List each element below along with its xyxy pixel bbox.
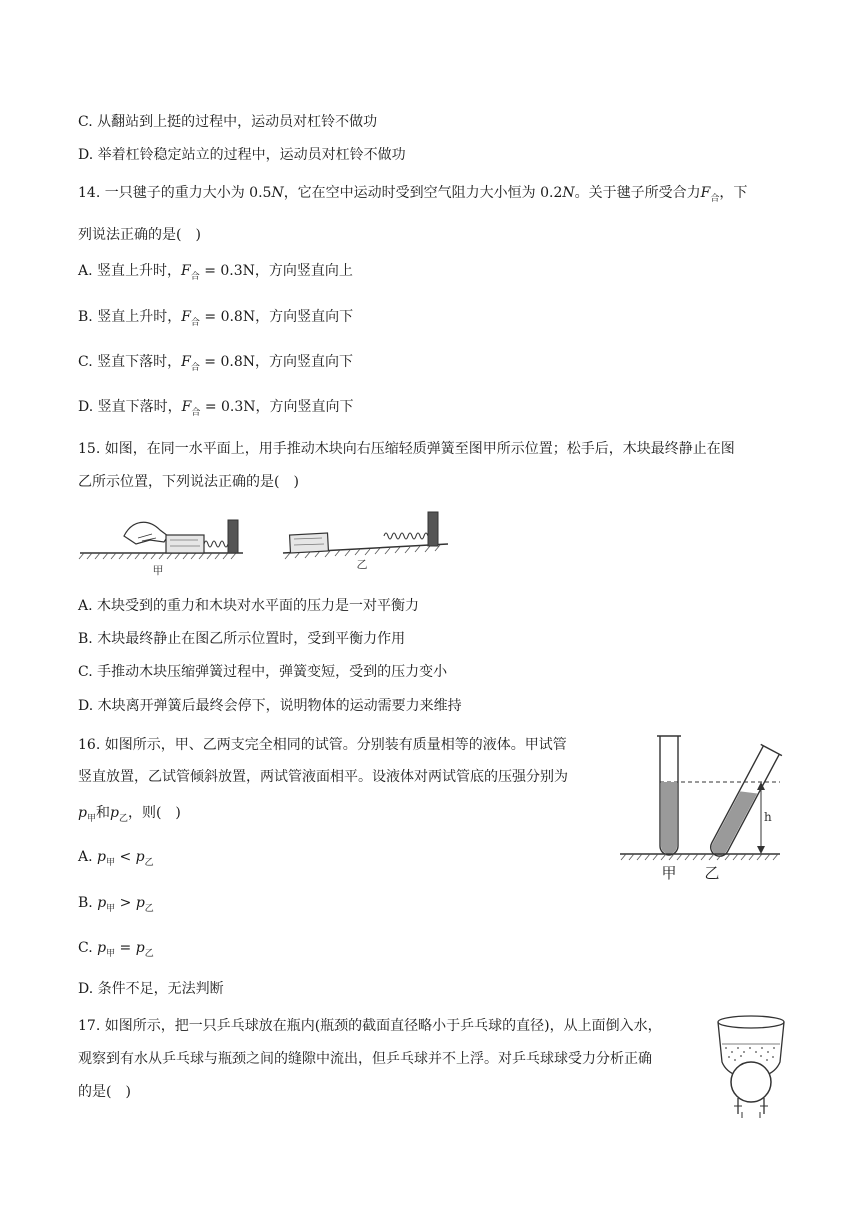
q15-stem-line1: 15. 如图，在同一水平面上，用手推动木块向右压缩轻质弹簧至图甲所示位置；松手后，木块最终静止在图 (78, 441, 735, 457)
f-symbol: F (181, 354, 191, 370)
q16-test-tube-figure (618, 730, 784, 885)
f-subscript: 合 (190, 318, 200, 328)
q15-option-d: D. 木块离开弹簧后最终会停下，说明物体的运动需要力来维持 (78, 698, 462, 714)
tube-label-yi: 乙 (704, 864, 720, 882)
p-symbol: p (135, 940, 145, 956)
p-symbol: p (109, 805, 119, 821)
water-dots (725, 1047, 775, 1061)
ping-pong-ball (731, 1062, 771, 1102)
f-subscript: 合 (191, 408, 201, 418)
q14-weight-unit: N (271, 185, 284, 201)
option-text: D. 竖直下落时， (78, 399, 182, 415)
figure-label-jia: 甲 (152, 564, 164, 577)
option-value: = 0.3N (200, 399, 256, 415)
p-subscript-yi: 乙 (144, 904, 154, 914)
q16-option-d: D. 条件不足，无法判断 (78, 981, 224, 997)
option-operator: > (115, 895, 136, 911)
q15-option-b: B. 木块最终静止在图乙所示位置时，受到平衡力作用 (78, 631, 406, 647)
option-value: = 0.3N (199, 263, 255, 279)
p-symbol: p (78, 805, 87, 821)
p-subscript-yi: 乙 (118, 814, 128, 824)
p-symbol: p (97, 849, 106, 865)
q13-option-c: C. 从翻站到上挺的过程中，运动员对杠铃不做功 (78, 114, 378, 130)
option-label: B. (78, 895, 98, 911)
option-operator: < (115, 849, 136, 865)
p-subscript-jia: 甲 (105, 858, 115, 868)
p-subscript-yi: 乙 (144, 949, 154, 959)
q14-drag-value: 0.2 (540, 185, 563, 201)
p-symbol: p (97, 940, 107, 956)
q16-stem-line2: 竖直放置，乙试管倾斜放置，两试管液面相平。设液体对两试管底的压强分别为 (78, 769, 568, 785)
figure-jia (79, 520, 243, 559)
option-text: C. 竖直下落时， (78, 354, 182, 370)
q14-stem-line2: 列说法正确的是( ) (78, 227, 201, 243)
q16-option-c (78, 938, 154, 960)
p-symbol: p (97, 895, 107, 911)
q17-stem-line2: 观察到有水从乒乓球与瓶颈之间的缝隙中流出，但乒乓球并不上浮。对乒乓球球受力分析正确 (78, 1051, 652, 1067)
q16-stem-line3 (78, 803, 181, 825)
p-subscript-yi: 乙 (144, 858, 154, 868)
q16-stem-line1: 16. 如图所示，甲、乙两支完全相同的试管。分别装有质量相等的液体。甲试管 (78, 737, 567, 753)
q17-stem-line3: 的是( ) (78, 1084, 131, 1100)
option-value: = 0.8N (199, 309, 256, 325)
q14-drag-unit: N (562, 185, 575, 201)
q14-f-subscript: 合 (710, 194, 720, 204)
q17-bottle-figure (712, 1010, 790, 1120)
q13-option-d: D. 举着杠铃稳定站立的过程中，运动员对杠铃不做功 (78, 147, 406, 163)
option-text: ，方向竖直向上 (254, 263, 353, 279)
q15-spring-figure (78, 508, 448, 578)
p-symbol: p (135, 895, 145, 911)
q15-option-c: C. 手推动木块压缩弹簧过程中，弹簧变短，受到的压力变小 (78, 664, 448, 680)
tube-label-jia: 甲 (661, 864, 677, 882)
p-subscript-jia: 甲 (86, 814, 96, 824)
option-text: ，方向竖直向下 (255, 399, 354, 415)
q16-option-a (78, 847, 154, 869)
q16-option-b (78, 893, 154, 915)
p-symbol: p (135, 849, 145, 865)
f-symbol: F (181, 399, 192, 415)
f-symbol: F (181, 263, 191, 279)
q15-option-a: A. 木块受到的重力和木块对水平面的压力是一对平衡力 (78, 598, 420, 614)
q14-stem-line1 (78, 183, 747, 205)
tube-yi (705, 744, 782, 860)
q14-option-b (78, 307, 353, 329)
height-label: h (764, 810, 772, 824)
q14-stem-text: ，它在空中运动时受到空气阻力大小恒为 (283, 185, 541, 201)
option-value: = 0.8N (199, 354, 256, 370)
f-subscript: 合 (190, 363, 200, 373)
connector-text: 和 (95, 805, 110, 821)
f-subscript: 合 (190, 272, 200, 282)
f-symbol: F (181, 309, 191, 325)
q15-stem-line2: 乙所示位置，下列说法正确的是( ) (78, 474, 299, 490)
q14-option-d (78, 397, 354, 419)
q14-option-a (78, 261, 353, 283)
option-label: A. (78, 849, 98, 865)
q14-option-c (78, 352, 353, 374)
q14-weight-value: 0.5 (249, 185, 272, 201)
option-label: C. (78, 940, 98, 956)
q14-stem-text: 。关于毽子所受合力 (574, 185, 701, 201)
q14-stem-text: ，下 (719, 185, 748, 201)
option-text: A. 竖直上升时， (78, 263, 182, 279)
p-subscript-jia: 甲 (106, 949, 116, 959)
q14-f-symbol: F (700, 185, 711, 201)
q14-stem-text: 14. 一只毽子的重力大小为 (78, 185, 250, 201)
stem-end: ，则( ) (127, 805, 181, 821)
figure-yi (283, 512, 448, 559)
option-text: ，方向竖直向下 (255, 354, 354, 370)
q17-stem-line1: 17. 如图所示，把一只乒乓球放在瓶内(瓶颈的截面直径略小于乒乓球的直径)，从上面倒入水， (78, 1018, 662, 1034)
tube-jia (657, 736, 681, 855)
option-text: B. 竖直上升时， (78, 309, 182, 325)
figure-label-yi: 乙 (356, 558, 368, 571)
option-text: ，方向竖直向下 (255, 309, 354, 325)
p-subscript-jia: 甲 (106, 904, 116, 914)
option-operator: = (115, 940, 136, 956)
